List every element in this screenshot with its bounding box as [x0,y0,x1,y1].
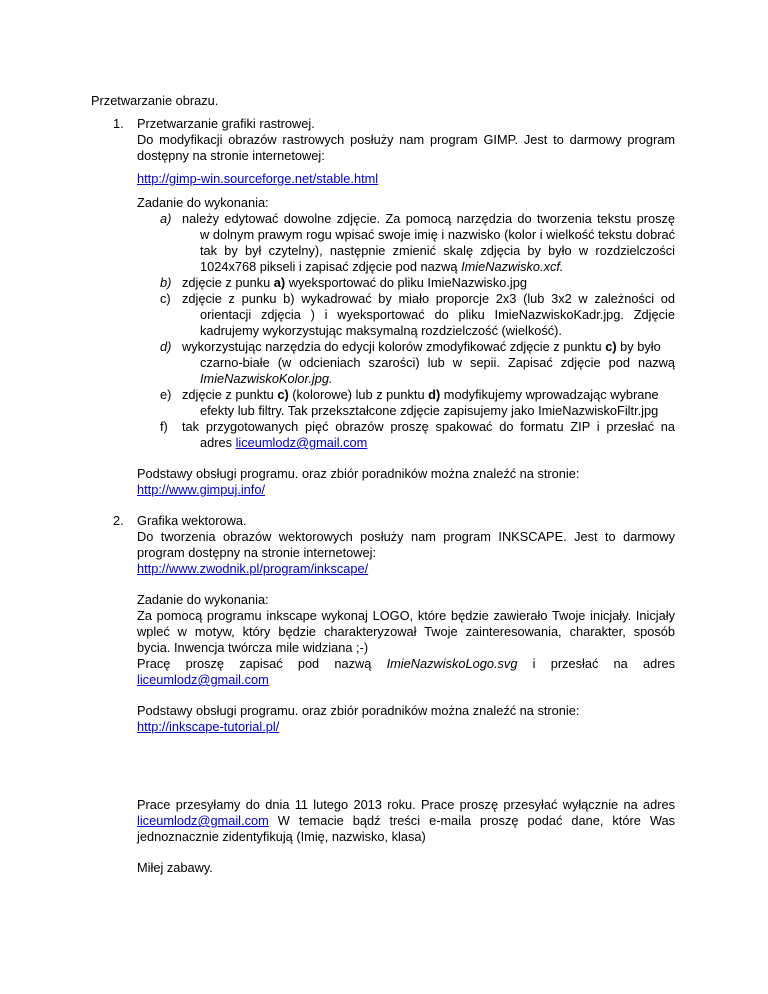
task-c-marker: c) [160,291,171,306]
task-c-line3: kadrujemy wykorzystując maksymalną rozdzielczość (wielkość). [200,323,562,338]
task-c-line1: zdjęcie z punku b) wykadrować by miało proporcje 2x3 (lub 3x2 w zależności od [182,291,675,306]
section2-task-line3: bycia. Inwencja twórcza mile widziana ;-) [137,640,369,655]
task-a-line3: tak by był czytelny), następnie zmienić skalę zdjęcia by było w rozdzielczości [200,243,675,258]
inkscape-download-link[interactable]: http://www.zwodnik.pl/program/inkscape/ [137,561,369,576]
section1-number: 1. [113,116,124,131]
email-link[interactable]: liceumlodz@gmail.com [235,435,368,450]
section1-task-heading: Zadanie do wykonania: [137,195,269,210]
task-b-line1: zdjęcie z punku a) wyeksportować do pliku ImieNazwisko.jpg [182,275,527,290]
task-b-marker: b) [160,275,172,290]
section2-intro-line2: program dostępny na stronie internetowej: [137,545,377,560]
task-a-line1: należy edytować dowolne zdjęcie. Za pomocą narzędzia do tworzenia tekstu proszę [182,211,675,226]
section1-heading: Przetwarzanie grafiki rastrowej. [137,116,315,131]
footer-line2: liceumlodz@gmail.com W temacie bądź treści e-maila proszę podać dane, które Was [137,813,675,828]
task-e-line2: efekty lub filtry. Tak przekształcone zdjęcie zapisujemy jako ImieNazwiskoFiltr.jpg [200,403,659,418]
document-title: Przetwarzanie obrazu. [91,93,219,108]
task-a-line4: 1024x768 pikseli i zapisać zdjęcie pod nazwą ImieNazwisko.xcf. [200,259,564,274]
section2-heading: Grafika wektorowa. [137,513,247,528]
task-a-marker: a) [160,211,172,226]
task-e-marker: e) [160,387,172,402]
email-link-3[interactable]: liceumlodz@gmail.com [137,813,269,828]
section2-resources-text: Podstawy obsługi programu. oraz zbiór poradników można znaleźć na stronie: [137,703,580,718]
section2-task-line2: wpleć w motyw, który będzie charakteryzował Twoje zainteresowania, charakter, sposób [137,624,675,639]
email-link-2[interactable]: liceumlodz@gmail.com [137,672,269,687]
section2-number: 2. [113,513,124,528]
section1-resources-text: Podstawy obsługi programu. oraz zbiór poradników można znaleźć na stronie: [137,466,580,481]
section1-intro-line1: Do modyfikacji obrazów rastrowych posłuży nam program GIMP. Jest to darmowy program [137,132,675,147]
section2-intro-line1: Do tworzenia obrazów wektorowych posłuży nam program INKSCAPE. Jest to darmowy [137,529,675,544]
section1-intro-line2: dostępny na stronie internetowej: [137,148,325,163]
section2-save-line: Pracę proszę zapisać pod nazwą ImieNazwiskoLogo.svg i przesłać na adres [137,656,675,671]
inkscape-tutorial-link[interactable]: http://inkscape-tutorial.pl/ [137,719,280,734]
gimpuj-link[interactable]: http://www.gimpuj.info/ [137,482,266,497]
task-e-line1: zdjęcie z punktu c) (kolorowe) lub z punktu d) modyfikujemy wprowadzając wybrane [182,387,659,402]
closing-text: Miłej zabawy. [137,860,213,875]
task-c-line2: orientacji zdjęcia ) i wyeksportować do pliku ImieNazwiskoKadr.jpg. Zdjęcie [200,307,675,322]
task-d-line1: wykorzystując narzędzia do edycji kolorów zmodyfikować zdjęcie z punktu c) by było [182,339,661,354]
footer-line3: jednoznacznie zidentyfikują (Imię, nazwisko, klasa) [137,829,426,844]
gimp-download-link[interactable]: http://gimp-win.sourceforge.net/stable.html [137,171,379,186]
task-d-line3: ImieNazwiskoKolor.jpg. [200,371,333,386]
section2-task-line1: Za pomocą programu inkscape wykonaj LOGO, które będzie zawierało Twoje inicjały. Inicjały [137,608,675,623]
task-f-line1: tak przygotowanych pięć obrazów proszę spakować do formatu ZIP i przesłać na [182,419,675,434]
section2-task-heading: Zadanie do wykonania: [137,592,269,607]
task-d-marker: d) [160,339,172,354]
footer-line1: Prace przesyłamy do dnia 11 lutego 2013 roku. Prace proszę przesyłać wyłącznie na adres [137,797,675,812]
task-f-marker: f) [160,419,168,434]
task-d-line2: czarno-białe (w odcieniach szarości) lub w sepii. Zapisać zdjęcie pod nazwą [200,355,675,370]
task-f-line2: adres liceumlodz@gmail.com [200,435,368,450]
task-a-line2: w dolnym prawym rogu wpisać swoje imię i nazwisko (kolor i wielkość tekstu dobrać [200,227,675,242]
